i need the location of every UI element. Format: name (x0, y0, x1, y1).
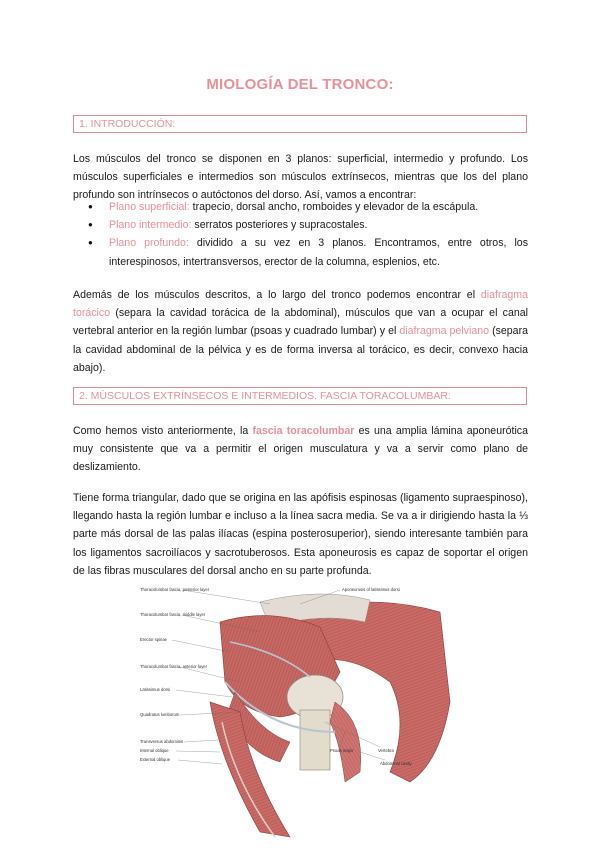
label-internal-oblique: Internal oblique (140, 748, 169, 753)
label-vertebra: Vertebra (378, 748, 394, 753)
text-run: (separa la cavidad torácica de la abdominal), músculos que van a ocupar el canal vertebral anterior en la región lumbar (psoas y cuadrado lumbar) y el (73, 307, 528, 338)
label-middle-layer: Thoracolumbar fascia, middle layer (140, 612, 206, 617)
intro-paragraph: Los músculos del tronco se disponen en 3 planos: superficial, intermedio y profundo. Los músculos superficiales e intermedios son músculos extrínsecos, mientras que los del plano profundo son intrínsecos o autóctonos del dorso. Así, vamos a encontrar: (73, 153, 528, 202)
label-erector-spinae: Erector spinae (140, 637, 167, 642)
planes-list (73, 198, 528, 271)
vertebral-column (300, 710, 330, 770)
text-run: es una amplia lámina aponeurótica muy consistente que va a permitir el origen musculatura y va a servir como plano de deslizamiento. (73, 425, 528, 474)
triangular-paragraph: Tiene forma triangular, dado que se origina en las apófisis espinosas (ligamento supraespinoso), llegando hasta la región lumbar e incluso a la línea sacra media. Se va a ir dirigiendo hasta la ⅓ parte más dorsal de las palas ilíacas (espina posterosuperior), siendo interesante también para los ligamentos sacroilíacos y sacrotuberosos. Esta aponeurosis es capaz de soportar el origen de las fibras musculares del dorsal ancho en su parte profunda. (73, 492, 528, 577)
label-posterior-layer: Thoracolumbar fascia, posterior layer (140, 587, 210, 592)
label-aponeurosis-latissimus: Aponeurosis of latissimus dorsi (342, 587, 400, 592)
label-anterior-layer: Thoracolumbar fascia, anterior layer (140, 664, 208, 669)
label-external-oblique: External oblique (140, 757, 171, 762)
highlight-fascia-toracolumbar: fascia toracolumbar (252, 425, 355, 437)
section-heading-musculos-extrinsecos: 2. MÚSCULOS EXTRÍNSECOS E INTERMEDIOS. FASCIA TORACOLUMBAR: (73, 387, 527, 405)
psoas (330, 702, 361, 782)
diaphragm-paragraph (73, 286, 528, 377)
text-run: (separa la cavidad abdominal de la pélvica y es de forma inversa al torácico, es decir, convexo hacia abajo). (73, 325, 528, 374)
label-abdominal-cavity: Abdominal cavity (380, 761, 412, 766)
label-transversus-abdominis: Transversus abdominis (140, 739, 184, 744)
thoracolumbar-fascia-illustration (140, 582, 460, 844)
text-run: Además de los músculos descritos, a lo largo del tronco podemos encontrar el (73, 289, 481, 301)
highlight-diafragma-toracico: diafragma torácico (73, 289, 528, 320)
plane-label: Plano intermedio: (109, 219, 192, 232)
list-item (73, 216, 528, 234)
list-item (73, 198, 528, 216)
plane-text: dividido a su vez en 3 planos. Encontramos, entre otros, los interespinosos, intertransversos, erector de la columna, esplenios, etc. (109, 237, 528, 268)
plane-text: serratos posteriores y supracostales. (191, 219, 368, 232)
label-psoas-major: Psoas major (330, 748, 354, 753)
label-latissimus-dorsi: Latissimus dorsi (140, 687, 171, 692)
plane-label: Plano profundo: (109, 237, 189, 250)
plane-text: trapecio, dorsal ancho, romboides y elevador de la escápula. (189, 201, 479, 213)
text-run: Como hemos visto anteriormente, la (73, 425, 253, 437)
fascia-paragraph (73, 422, 528, 477)
label-quadratus-lumborum: Quadratus lumborum (140, 712, 180, 717)
plane-label: Plano superficial: (109, 201, 190, 213)
section-heading-introduccion: 1. INTRODUCCIÓN: (73, 115, 527, 133)
page-title: MIOLOGÍA DEL TRONCO: (206, 76, 394, 93)
highlight-diafragma-pelviano: diafragma pelviano (399, 325, 490, 338)
list-item (73, 234, 528, 270)
